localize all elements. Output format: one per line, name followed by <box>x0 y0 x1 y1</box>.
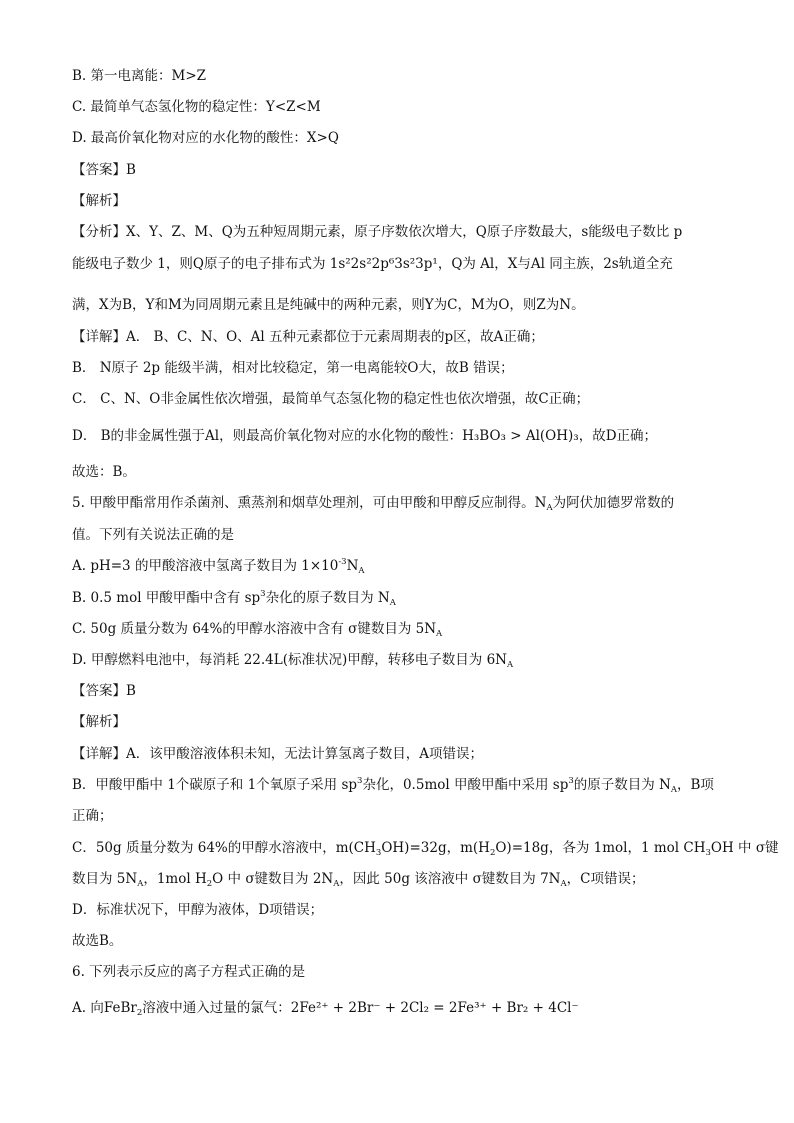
q5-stem-line-1 <box>72 493 722 513</box>
q5-detail-c-line-2 <box>72 869 722 889</box>
subscript: 2 <box>206 879 213 889</box>
avogadro-subscript: A <box>670 785 678 795</box>
acid-comparison-formula: H₃BO₃ > Al(OH)₃ <box>462 428 579 444</box>
q5-detail-d: D．标准状况下，甲醇为液体，D项错误； <box>72 902 324 918</box>
avogadro-subscript: A <box>560 879 567 889</box>
q5-detail-c-text-6: ，1mol H <box>143 871 207 887</box>
q4-detail-d-text: D． B的非金属性强于Al，则最高价氧化物对应的水化物的酸性： <box>72 428 463 444</box>
subscript: 2 <box>136 1008 143 1018</box>
q5-detail-c-text-8: ，因此 50g 该溶液中 σ键数目为 7N <box>339 871 561 887</box>
q5-option-b-text: B. 0.5 mol 甲酸甲酯中含有 sp <box>72 590 261 606</box>
n-symbol: N <box>346 558 359 574</box>
q4-detail-c: C． C、N、O非金属性依次增强，最简单气态氢化物的稳定性也依次增强，故C正确； <box>72 391 590 407</box>
q5-option-d-text: D. 甲醇燃料电池中，每消耗 22.4L(标准状况)甲醇，转移电子数目为 6N <box>72 652 507 668</box>
q4-option-c: C. 最简单气态氢化物的稳定性：Y<Z<M <box>72 99 321 115</box>
sp3-superscript: 3 <box>260 589 266 599</box>
q5-detail-c-text-5: 数目为 5N <box>72 871 138 887</box>
avogadro-subscript: A <box>506 660 514 670</box>
q5-option-c-text: C. 50g 质量分数为 64%的甲醇水溶液中含有 σ键数目为 5N <box>72 621 437 637</box>
q4-analysis-text-2a: 能级电子数少 1，则Q原子的电子排布式为 <box>72 256 330 272</box>
q5-detail-c-text-1: C．50g 质量分数为 64%的甲醇水溶液中，m(CH <box>72 840 376 856</box>
avogadro-subscript: A <box>546 503 553 513</box>
exponent: -3 <box>338 557 347 567</box>
q5-option-a <box>72 556 722 576</box>
subscript: 3 <box>375 848 382 858</box>
sp3-superscript: 3 <box>357 776 363 786</box>
electron-configuration: 1s²2s²2p⁶3s²3p¹ <box>329 256 438 272</box>
q5-stem-line-2: 值。下列有关说法正确的是 <box>72 527 234 543</box>
q5-analysis-heading: 【解析】 <box>72 714 126 730</box>
q4-detail-d-end: ，故D正确； <box>578 428 658 444</box>
q5-option-d <box>72 650 722 670</box>
q5-conclusion: 故选B。 <box>72 933 123 949</box>
subscript: 2 <box>489 848 496 858</box>
q4-analysis-line-3: 满，X为B，Y和M为同周期元素且是纯碱中的两种元素，则Y为C，M为O，则Z为N。 <box>72 297 585 313</box>
q5-detail-b-line-1 <box>72 775 722 795</box>
q4-option-b: B. 第一电离能：M>Z <box>72 68 207 84</box>
q5-detail-c-text-9: ，C项错误； <box>566 871 645 887</box>
q5-detail-c-text-2: OH)=32g，m(H <box>381 840 490 856</box>
avogadro-subscript: A <box>436 629 443 639</box>
avogadro-subscript: A <box>358 566 365 576</box>
q4-answer: 【答案】B <box>72 162 136 178</box>
q5-detail-b-text-1: B．甲酸甲酯中 1个碳原子和 1个氧原子采用 sp <box>72 777 358 793</box>
q5-option-b-text-2: 杂化的原子数目为 N <box>265 590 390 606</box>
q5-detail-c-text-7: O 中 σ键数目为 2N <box>212 871 334 887</box>
q6-option-a-text-2: 溶液中通入过量的氯气： <box>142 1000 291 1016</box>
q5-detail-b-text-4: ，B项 <box>677 777 714 793</box>
avogadro-subscript: A <box>137 879 144 889</box>
q4-analysis-text-2b: ，Q为 Al，X与Al 同主族，2s轨道全充 <box>437 256 673 272</box>
q5-stem-text-end: 为阿伏加德罗常数的 <box>552 495 675 511</box>
q5-detail-b-line-2: 正确； <box>72 808 113 824</box>
q5-detail-c-text-3: O)=18g，各为 1mol，1 mol CH <box>495 840 706 856</box>
subscript: 3 <box>705 848 711 858</box>
avogadro-subscript: A <box>333 879 340 889</box>
avogadro-subscript: A <box>389 598 396 608</box>
q5-detail-b-text-2: 杂化，0.5mol 甲酸甲酯中采用 sp <box>362 777 569 793</box>
q5-detail-c-text-4: OH 中 σ键 <box>710 840 779 856</box>
q4-detail-b: B． N原子 2p 能级半满，相对比较稳定，第一电离能较O大，故B 错误； <box>72 360 514 376</box>
q5-stem-text: 5. 甲酸甲酯常用作杀菌剂、熏蒸剂和烟草处理剂，可由甲酸和甲醇反应制得。N <box>72 495 547 511</box>
q4-analysis-heading: 【解析】 <box>72 193 126 209</box>
q4-detail-d <box>72 426 722 446</box>
q5-detail-c-line-1 <box>72 838 779 858</box>
sp3-superscript: 3 <box>568 776 574 786</box>
q5-option-b <box>72 588 722 608</box>
q4-analysis-line-1: 【分析】X、Y、Z、M、Q为五种短周期元素，原子序数依次增大，Q原子序数最大，s能级电子数比 p <box>72 224 683 240</box>
q6-option-a-text: A. 向FeBr <box>72 1000 137 1016</box>
q5-detail-a: 【详解】A．该甲酸溶液体积未知，无法计算氢离子数目，A项错误； <box>72 746 483 762</box>
q4-conclusion: 故选：B。 <box>72 464 136 480</box>
q6-stem: 6. 下列表示反应的离子方程式正确的是 <box>72 964 306 980</box>
q4-option-d: D. 最高价氧化物对应的水化物的酸性：X>Q <box>72 130 339 146</box>
q4-analysis-line-2 <box>72 254 722 274</box>
ionic-equation: 2Fe²⁺ + 2Br⁻ + 2Cl₂ = 2Fe³⁺ + Br₂ + 4Cl⁻ <box>290 1000 579 1016</box>
q5-option-c <box>72 619 722 639</box>
q5-detail-b-text-3: 的原子数目为 N <box>573 777 671 793</box>
q5-answer: 【答案】B <box>72 683 136 699</box>
q6-option-a <box>72 998 722 1018</box>
q5-option-a-text: A. pH=3 的甲酸溶液中氢离子数目为 1×10 <box>72 558 339 574</box>
q4-detail-a: 【详解】A． B、C、N、O、Al 五种元素都位于元素周期表的p区，故A正确； <box>72 329 544 345</box>
